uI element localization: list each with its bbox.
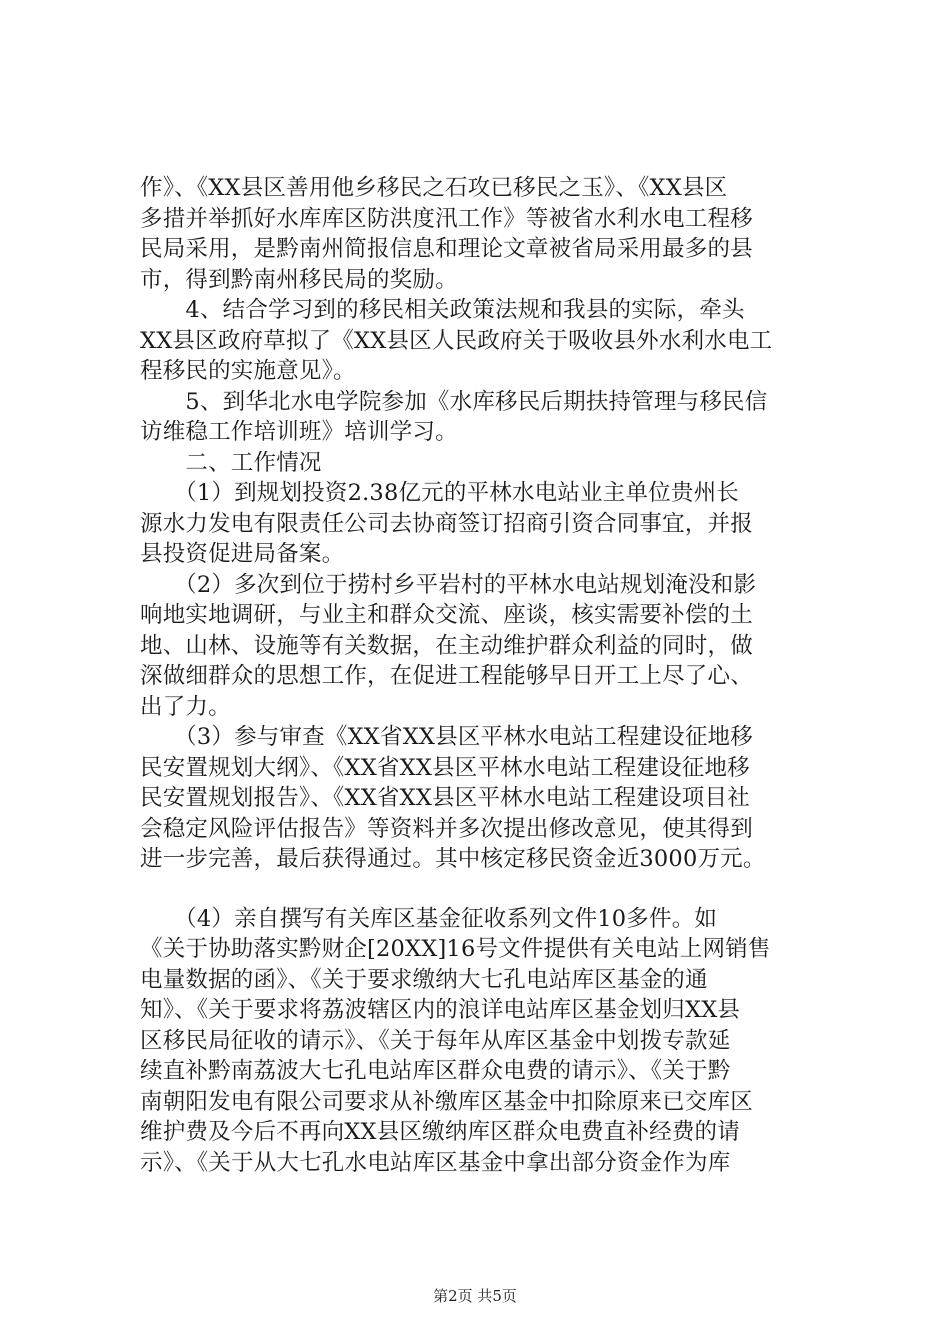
text-line: 民安置规划报告》、《XX省XX县区平林水电站工程建设项目社 — [140, 785, 750, 811]
text-line: 续直补黔南荔波大七孔电站库区群众电费的请示》、《关于黔 — [140, 1058, 731, 1084]
text-line: 市，得到黔南州移民局的奖励。 — [140, 266, 458, 293]
text-line: （1）到规划投资2.38亿元的平林水电站业主单位贵州长 — [140, 480, 739, 506]
text-line: 出了力。 — [140, 693, 231, 720]
text-line: 会稳定风险评估报告》等资料并多次提出修改意见，使其得到 — [140, 815, 753, 842]
text-line: 访维稳工作培训班》培训学习。 — [140, 419, 458, 445]
text-line: 民局采用，是黔南州简报信息和理论文章被省局采用最多的县 — [140, 236, 753, 262]
text-line: （2）多次到位于捞村乡平岩村的平林水电站规划淹没和影 — [140, 571, 757, 598]
text-line: 县投资促进局备案。 — [140, 541, 345, 567]
paragraph-gap — [140, 875, 830, 904]
text-line: 深做细群众的思想工作，在促进工程能够早日开工上尽了心、 — [140, 663, 753, 689]
text-line: 民安置规划大纲》、《XX省XX县区平林水电站工程建设征地移 — [140, 754, 750, 781]
text-line: 作》、《XX县区善用他乡移民之石攻已移民之玉》、《XX县区 — [140, 175, 728, 201]
text-line: （3）参与审查《XX省XX县区平林水电站工程建设征地移 — [140, 724, 753, 750]
text-line: 多措并举抓好水库库区防洪度汛工作》等被省水利水电工程移 — [140, 205, 753, 232]
text-line: 程移民的实施意见》。 — [140, 358, 356, 384]
text-line: 区移民局征收的请示》、《关于每年从库区基金中划拨专款延 — [140, 1027, 731, 1054]
text-line: 4、结合学习到的移民相关政策法规和我县的实际，牵头 — [140, 297, 745, 323]
text-line: 南朝阳发电有限公司要求从补缴库区基金中扣除原来已交库区 — [140, 1088, 753, 1115]
text-line: 维护费及今后不再向XX县区缴纳库区群众电费直补经费的请 — [140, 1119, 740, 1145]
text-line: 响地实地调研，与业主和群众交流、座谈，核实需要补偿的土 — [140, 602, 753, 628]
text-line: XX县区政府草拟了《XX县区人民政府关于吸收县外水利水电工 — [140, 327, 773, 354]
text-line: 源水力发电有限责任公司去协商签订招商引资合同事宜，并报 — [140, 510, 753, 537]
text-line: （4）亲自撰写有关库区基金征收系列文件10多件。如 — [140, 905, 718, 932]
text-line: 地、山林、设施等有关数据，在主动维护群众利益的同时，做 — [140, 632, 753, 659]
page-number: 第2页 共5页 — [433, 1287, 517, 1305]
text-line: 知》、《关于要求将荔波辖区内的浪详电站库区基金划归XX县 — [140, 997, 741, 1023]
text-line: 示》、《关于从大七孔水电站库区基金中拿出部分资金作为库 — [140, 1149, 731, 1176]
text-line: 进一步完善，最后获得通过。其中核定移民资金近3000万元。 — [140, 846, 766, 872]
text-line: 电量数据的函》、《关于要求缴纳大七孔电站库区基金的通 — [140, 966, 708, 993]
text-line: 5、到华北水电学院参加《水库移民后期扶持管理与移民信 — [140, 388, 768, 415]
document-body — [140, 173, 830, 1178]
section-heading: 二、工作情况 — [140, 449, 322, 476]
text-line: 《关于协助落实黔财企[20XX]16号文件提供有关电站上网销售 — [140, 936, 771, 962]
